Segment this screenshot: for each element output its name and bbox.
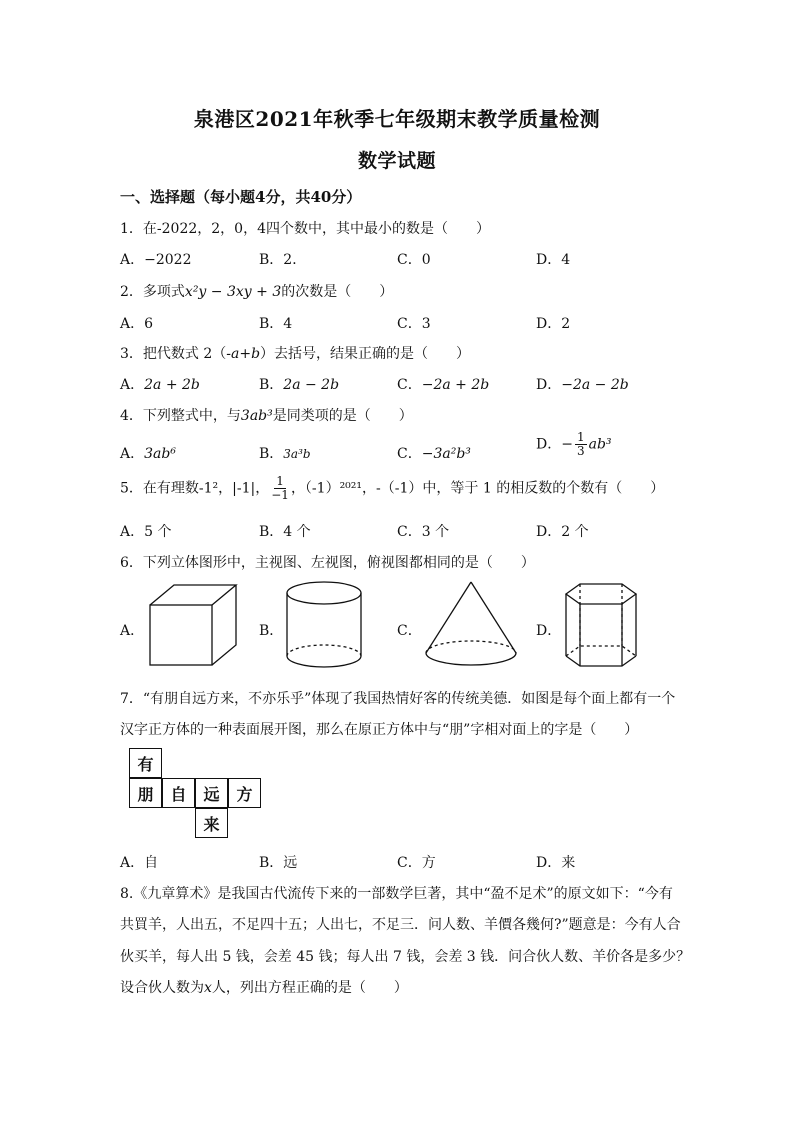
q4-option-c: C．−3a²b³: [397, 446, 471, 462]
net-cell-zi: 自: [162, 778, 195, 808]
page-subtitle: 数学试题: [357, 150, 436, 172]
q3-option-a: A．2a + 2b: [120, 377, 200, 393]
question-8-line3: 伙买羊，每人出 5 钱，会差 45 钱；每人出 7 钱，会差 3 钱．问合伙人数、羊价各是多少？: [120, 949, 691, 965]
q3-option-b: B．2a − 2b: [259, 377, 340, 393]
question-4-stem: 4．下列整式中，与3ab³是同类项的是（ ）: [120, 408, 413, 424]
q3-option-c: C．−2a + 2b: [397, 377, 490, 393]
q7-option-d: D．来: [536, 855, 576, 871]
q2-expression: x²y − 3xy + 3: [184, 284, 282, 300]
q2-option-b: B．4: [259, 316, 293, 332]
q1-option-d: D．4: [536, 252, 571, 268]
q1-option-a: A．−2022: [120, 252, 192, 268]
q6-option-c: C．: [397, 623, 422, 639]
q2-option-d: D．2: [536, 316, 571, 332]
q4-option-d: D．− $\frac{1}{3}$ ab³: [536, 430, 612, 458]
q6-option-a: A．: [120, 623, 145, 639]
q6-option-d: D．: [536, 623, 562, 639]
q4-option-a: A．3ab⁶: [120, 446, 176, 462]
section-heading: 一、选择题（每小题4分，共40分）: [120, 188, 362, 206]
q3-option-d: D．−2a − 2b: [536, 377, 629, 393]
q2-option-a: A．6: [120, 316, 154, 332]
net-cell-lai: 来: [195, 808, 228, 838]
question-8-line2: 共買羊，人出五，不足四十五；人出七，不足三．问人数、羊價各幾何?”题意是：今有人合: [120, 917, 681, 933]
cylinder-figure: [286, 580, 366, 672]
q4-option-b: B．3a³b: [259, 446, 311, 462]
q1-option-c: C．0: [397, 252, 431, 268]
hexagonal-prism-figure: [562, 582, 644, 674]
question-5-stem: 5．在有理数-1²，|-1|， $\frac{1}{-1}$ ，（-1）²⁰²¹，-（-1）中，等于 1 的相反数的个数有（ ）: [120, 474, 665, 502]
net-cell-you: 有: [129, 748, 162, 778]
q5-fraction: $\frac{1}{-1}$: [271, 474, 289, 502]
q7-option-b: B．远: [259, 855, 298, 871]
q7-option-a: A．自: [120, 855, 159, 871]
q6-option-b: B．: [259, 623, 284, 639]
q7-option-c: C．方: [397, 855, 436, 871]
net-cell-yuan: 远: [195, 778, 228, 808]
page-title: 泉港区2021年秋季七年级期末教学质量检测: [193, 107, 601, 131]
q4-d-fraction: $\frac{1}{3}$: [576, 430, 585, 458]
q5-option-a: A．5 个: [120, 524, 172, 540]
question-8-line1: 8.《九章算术》是我国古代流传下来的一部数学巨著，其中“盈不足术”的原文如下：“今有: [120, 886, 673, 902]
question-8-line4: 设合伙人数为x人，列出方程正确的是（ ）: [120, 980, 408, 996]
cone-figure: [424, 580, 520, 672]
q1-option-b: B．2．: [259, 252, 307, 268]
question-7-line1: 7．“有朋自远方来，不亦乐乎”体现了我国热情好客的传统美德．如图是每个面上都有一个: [120, 691, 676, 707]
question-1-stem: 1．在-2022，2，0，4四个数中，其中最小的数是（ ）: [120, 221, 490, 237]
question-6-stem: 6．下列立体图形中，主视图、左视图，俯视图都相同的是（ ）: [120, 555, 535, 571]
q5-option-d: D．2 个: [536, 524, 589, 540]
net-cell-fang: 方: [228, 778, 261, 808]
net-cell-peng: 朋: [129, 778, 162, 808]
q5-option-c: C．3 个: [397, 524, 450, 540]
q5-option-b: B．4 个: [259, 524, 311, 540]
cube-figure: [148, 583, 243, 668]
question-3-stem: 3．把代数式 2（-a+b）去括号，结果正确的是（ ）: [120, 346, 471, 362]
question-7-line2: 汉字正方体的一种表面展开图，那么在原正方体中与“朋”字相对面上的字是（ ）: [120, 722, 639, 738]
q2-option-c: C．3: [397, 316, 431, 332]
question-2-stem: 2．多项式x²y − 3xy + 3的次数是（ ）: [120, 284, 394, 300]
